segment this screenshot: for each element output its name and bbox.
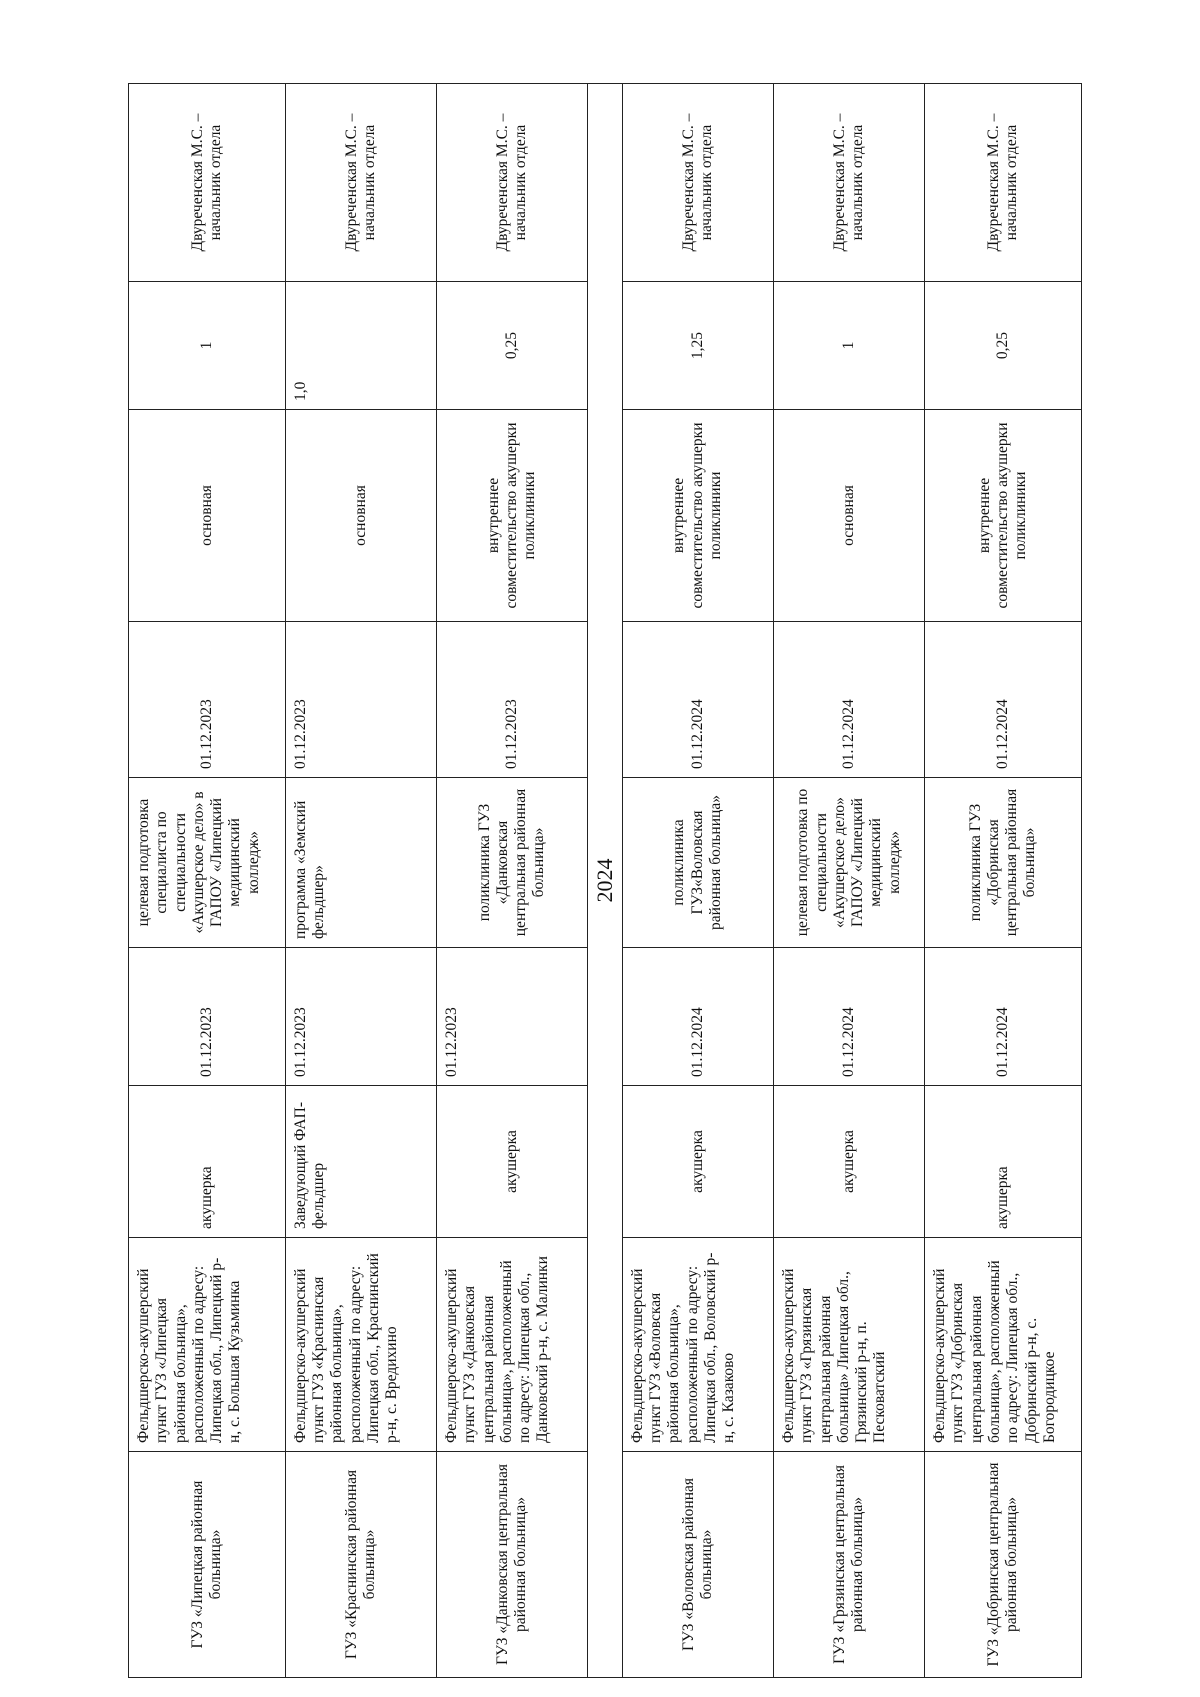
position-cell: акушерка	[129, 1086, 286, 1238]
date-from-cell: 01.12.2024	[773, 948, 924, 1086]
responsible-cell: Двуреченская М.С. – начальник отдела	[129, 84, 286, 282]
employment-cell: внутреннее совместительство акушерки поликлиники	[437, 410, 588, 622]
rate-cell: 1,0	[285, 282, 436, 410]
source-cell: поликлиника ГУЗ «Добринская центральная районная больница»	[925, 778, 1082, 948]
date-to-cell: 01.12.2023	[285, 622, 436, 778]
responsible-cell: Двуреченская М.С. – начальник отдела	[437, 84, 588, 282]
table-row	[129, 84, 286, 1678]
responsible-cell: Двуреченская М.С. – начальник отдела	[285, 84, 436, 282]
position-cell: акушерка	[773, 1086, 924, 1238]
date-from-cell: 01.12.2023	[129, 948, 286, 1086]
source-cell: поликлиника ГУЗ«Воловская районная больница»	[622, 778, 773, 948]
employment-cell: внутреннее совместительство акушерки поликлиники	[622, 410, 773, 622]
rate-cell: 1	[773, 282, 924, 410]
date-from-cell: 01.12.2024	[622, 948, 773, 1086]
rate-cell: 1	[129, 282, 286, 410]
org-cell: ГУЗ «Данковская центральная районная больница»	[437, 1452, 588, 1678]
location-cell: Фельдшерско-акушерский пункт ГУЗ «Воловская районная больница», расположенный по адресу: Липецкая обл., Воловский р-н, с. Казаково	[622, 1238, 773, 1452]
table-row	[285, 84, 436, 1678]
source-cell: целевая подготовка специалиста по специальности «Акушерское дело» в ГАПОУ «Липецкий медицинский колледж»	[129, 778, 286, 948]
date-from-cell: 01.12.2023	[437, 948, 588, 1086]
position-cell: акушерка	[622, 1086, 773, 1238]
date-to-cell: 01.12.2023	[437, 622, 588, 778]
position-cell: акушерка	[437, 1086, 588, 1238]
table-row	[437, 84, 588, 1678]
responsible-cell: Двуреченская М.С. – начальник отдела	[773, 84, 924, 282]
date-to-cell: 01.12.2024	[622, 622, 773, 778]
rotated-table-page	[128, 84, 1082, 1678]
employment-cell: основная	[773, 410, 924, 622]
date-to-cell: 01.12.2023	[129, 622, 286, 778]
staffing-table	[128, 83, 1082, 1678]
table-row	[622, 84, 773, 1678]
source-cell: программа «Земский фельдшер»	[285, 778, 436, 948]
date-from-cell: 01.12.2023	[285, 948, 436, 1086]
responsible-cell: Двуреченская М.С. – начальник отдела	[622, 84, 773, 282]
org-cell: ГУЗ «Краснинская районная больница»	[285, 1452, 436, 1678]
date-from-cell: 01.12.2024	[925, 948, 1082, 1086]
position-cell: Заведующий ФАП-фельдшер	[285, 1086, 436, 1238]
rate-cell: 0,25	[437, 282, 588, 410]
year-separator-row	[588, 84, 622, 1678]
table-row	[773, 84, 924, 1678]
source-cell: поликлиника ГУЗ «Данковская центральная районная больница»	[437, 778, 588, 948]
location-cell: Фельдшерско-акушерский пункт ГУЗ «Краснинская районная больница», расположенный по адресу: Липецкая обл., Краснинский р-н, с. Вредихино	[285, 1238, 436, 1452]
org-cell: ГУЗ «Воловская районная больница»	[622, 1452, 773, 1678]
employment-cell: внутреннее совместительство акушерки поликлиники	[925, 410, 1082, 622]
responsible-cell: Двуреченская М.С. – начальник отдела	[925, 84, 1082, 282]
table-row	[925, 84, 1082, 1678]
location-cell: Фельдшерско-акушерский пункт ГУЗ «Липецкая районная больница», расположенный по адресу: Липецкая обл., Липецкий р-н, с. Большая Кузьминка	[129, 1238, 286, 1452]
org-cell: ГУЗ «Грязинская центральная районная больница»	[773, 1452, 924, 1678]
org-cell: ГУЗ «Добринская центральная районная больница»	[925, 1452, 1082, 1678]
source-cell: целевая подготовка по специальности «Акушерское дело» ГАПОУ «Липецкий медицинский колледж»	[773, 778, 924, 948]
position-cell: акушерка	[925, 1086, 1082, 1238]
year-label	[588, 84, 622, 1678]
location-cell: Фельдшерско-акушерский пункт ГУЗ «Добринская центральная районная больница», расположенный по адресу: Липецкая обл., Добринский р-н, с. Богородицкое	[925, 1238, 1082, 1452]
date-to-cell: 01.12.2024	[925, 622, 1082, 778]
org-cell: ГУЗ «Липецкая районная больница»	[129, 1452, 286, 1678]
rate-cell: 0,25	[925, 282, 1082, 410]
location-cell: Фельдшерско-акушерский пункт ГУЗ «Грязинская центральная районная больница» Липецкая обл., Грязинский р-н, п. Песковатский	[773, 1238, 924, 1452]
year-label-text: 2024	[592, 858, 617, 903]
date-to-cell: 01.12.2024	[773, 622, 924, 778]
rate-cell: 1,25	[622, 282, 773, 410]
employment-cell: основная	[285, 410, 436, 622]
location-cell: Фельдшерско-акушерский пункт ГУЗ «Данковская центральная районная больница», расположенный по адресу: Липецкая обл., Данковский р-н, с. Малинки	[437, 1238, 588, 1452]
employment-cell: основная	[129, 410, 286, 622]
